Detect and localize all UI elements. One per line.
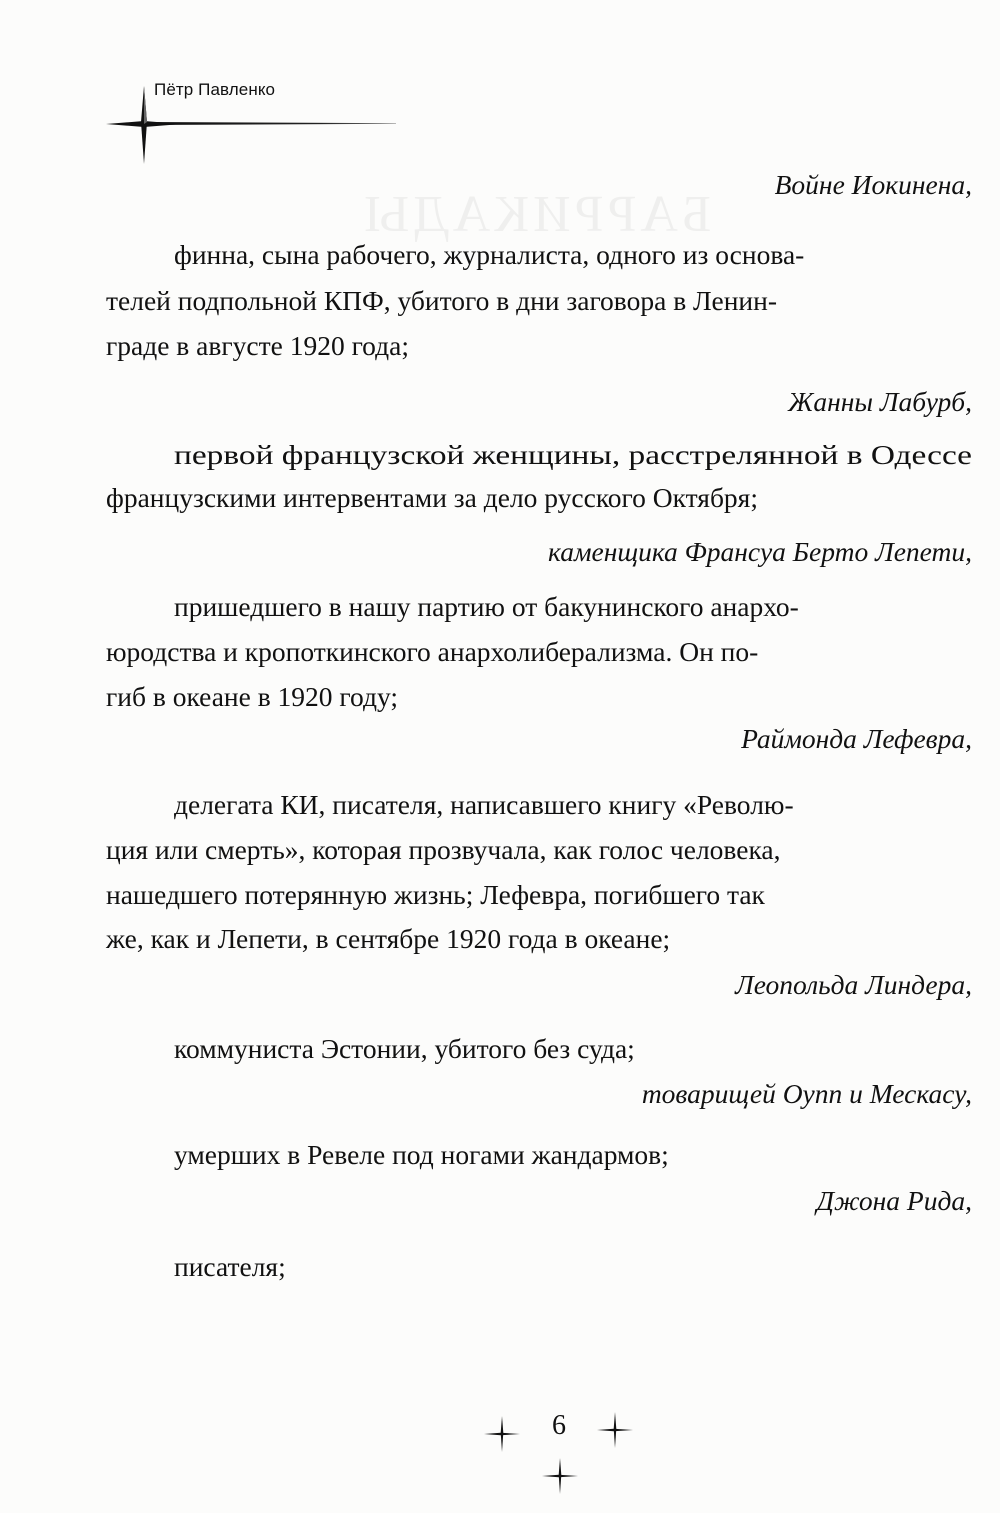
dedicatee-name: Джона Рида,	[816, 1185, 972, 1216]
paragraph-line: коммуниста Эстонии, убитого без суда;	[174, 1033, 635, 1064]
paragraph-line: пришедшего в нашу партию от бакунинского анархо-	[174, 591, 799, 622]
paragraph-line: французскими интервентами за дело русского Октября;	[106, 482, 758, 513]
dedicatee-name: Леопольда Линдера,	[735, 969, 972, 1000]
compass-star-icon	[104, 78, 184, 168]
paragraph-line: финна, сына рабочего, журналиста, одного из основа-	[174, 239, 805, 270]
star-ornament-icon	[542, 1458, 578, 1494]
star-ornament-icon	[597, 1412, 633, 1448]
paragraph-line: граде в августе 1920 года;	[106, 330, 409, 361]
paragraph-line: ция или смерть», которая прозвучала, как голос человека,	[106, 834, 781, 865]
dedicatee-name: каменщика Франсуа Берто Лепети,	[548, 536, 972, 567]
bleed-through-title: БАРРИКАДЫ	[360, 186, 712, 243]
paragraph-line: гиб в океане в 1920 году;	[106, 681, 398, 712]
paragraph-line: писателя;	[174, 1251, 286, 1282]
author-name: Пётр Павленко	[154, 80, 276, 99]
paragraph-line: же, как и Лепети, в сентябре 1920 года в океане;	[106, 923, 671, 954]
page-number: 6	[552, 1410, 566, 1441]
dedicatee-name: Войне Иокинена,	[774, 169, 972, 200]
star-ornament-icon	[484, 1416, 520, 1452]
paragraph-line: телей подпольной КПФ, убитого в дни заговора в Ленин-	[106, 285, 778, 316]
running-header	[104, 78, 396, 168]
dedicatee-name: товарищей Оупп и Мескасу,	[641, 1078, 972, 1109]
page-footer	[0, 1410, 1000, 1490]
paragraph-line: первой французской женщины, расстрелянной в Одессе	[174, 439, 972, 470]
paragraph-line: делегата КИ, писателя, написавшего книгу «Револю-	[174, 789, 794, 820]
paragraph-line: умерших в Ревеле под ногами жандармов;	[174, 1139, 669, 1170]
dedicatee-name: Раймонда Лефевра,	[741, 723, 972, 754]
paragraph-line: нашедшего потерянную жизнь; Лефевра, погибшего так	[106, 879, 765, 910]
dedicatee-name: Жанны Лабурб,	[788, 386, 972, 417]
paragraph-line: юродства и кропоткинского анархолиберализма. Он по-	[106, 636, 759, 667]
